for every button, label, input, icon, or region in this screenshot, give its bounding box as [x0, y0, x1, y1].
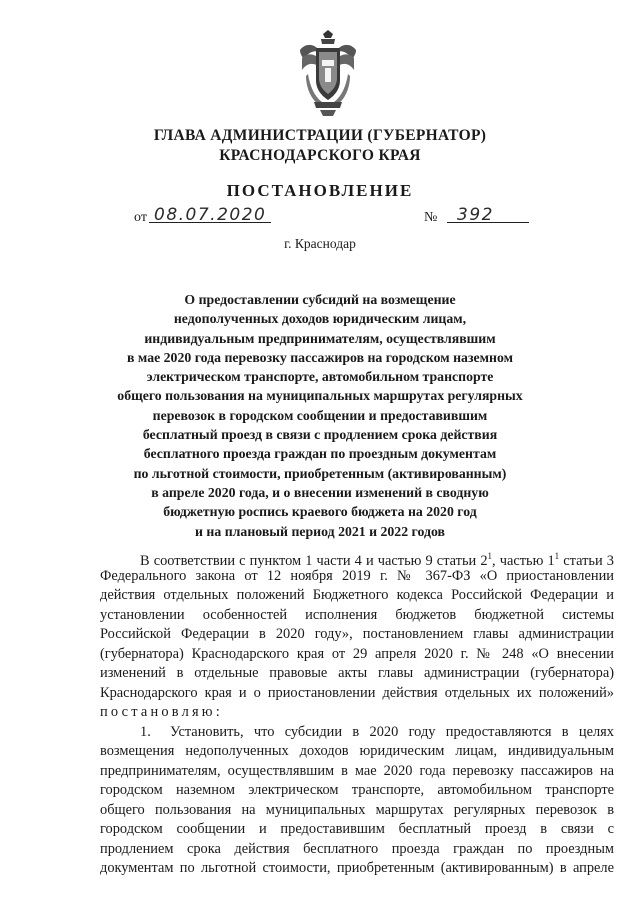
body-text: [100, 547, 614, 567]
authority-title-line1: ГЛАВА АДМИНИСТРАЦИИ (ГУБЕРНАТОР): [153, 127, 487, 144]
body-text-main: [100, 567, 614, 879]
title-line: индивидуальным предпринимателям, осуществлявшим: [144, 330, 496, 346]
paragraph-2-line: 1. Установить, что субсидии в 2020 году предоставляются в целях: [100, 723, 614, 743]
number-prefix: №: [424, 210, 438, 225]
coat-of-arms-emblem: [296, 30, 360, 116]
title-line: электрическом транспорте, автомобильном транспорте: [146, 369, 494, 385]
paragraph-1-line: Федерального закона от 12 ноября 2019 г. № 367-ФЗ «О приостановлении: [100, 567, 614, 584]
title-line: О предоставлении субсидий на возмещение: [184, 292, 456, 307]
paragraph-1-line: действия отдельных положений Бюджетного кодекса Российской Федерации и: [100, 587, 614, 603]
paragraph-2-line: продлением срока действия бесплатного проезда граждан по проездным: [100, 840, 614, 857]
paragraph-1-line: (губернатора) Краснодарского края от 29 апреля 2020 г. № 248 «О внесении: [100, 645, 614, 662]
title-line: недополученных доходов юридическим лицам,: [173, 311, 467, 327]
date-prefix: от: [134, 210, 147, 225]
paragraph-2-line: общего пользования на муниципальных маршрутах регулярных перевозок в: [100, 801, 614, 818]
paragraph-2-line: возмещения недополученных доходов юридическим лицам, индивидуальным: [100, 743, 614, 759]
title-line: в апреле 2020 года, и о внесении изменений в сводную: [151, 484, 489, 500]
handwritten-date: 08.07.2020: [154, 205, 267, 225]
paragraph-2-line: городском сообщении и предоставившим бесплатный проезд в связи с: [100, 821, 614, 837]
paragraph-1-line: Российской Федерации в 2020 году», постановлением главы администрации: [100, 626, 614, 642]
title-line: в мае 2020 года перевозку пассажиров на городском наземном: [126, 349, 514, 365]
title-line: бесплатного проезда граждан по проездным документам: [143, 446, 497, 462]
paragraph-number: 1.: [140, 723, 151, 740]
paragraph-1-line: изменений в отдельные правовые акты главы администрации (губернатора): [100, 665, 614, 681]
title-line: общего пользования на муниципальных маршрутах регулярных: [117, 388, 523, 404]
title-line: по льготной стоимости, приобретенным (активированным): [133, 465, 507, 481]
title-line: бюджетную роспись краевого бюджета на 2020 год: [163, 504, 477, 520]
paragraph-1-line: Краснодарского края и о приостановлении действия отдельных их положений»: [100, 684, 614, 701]
paragraph-2-line: городском наземном электрическом транспорте, автомобильном транспорте: [100, 782, 614, 798]
paragraph-1-line: В соответствии с пунктом 1 части 4 и частью 9 статьи $2^1$, частью $1^1$ статьи 3: [140, 551, 615, 569]
resolution-title: [60, 290, 580, 541]
paragraph-1-line: установлении особенностей исполнения бюджетов бюджетной системы: [100, 606, 614, 623]
document-type: ПОСТАНОВЛЕНИЕ: [226, 181, 414, 200]
city: г. Краснодар: [284, 236, 356, 251]
paragraph-2-line: документам по льготной стоимости, приобретенным (активированным) в апреле: [100, 860, 614, 876]
paragraph-2-line: предпринимателям, осуществлявшим в мае 2020 года перевозку пассажиров на: [100, 762, 614, 779]
title-line: перевозок в городском сообщении и предоставившим: [152, 407, 488, 423]
authority-title-line2: КРАСНОДАРСКОГО КРАЯ: [219, 147, 421, 164]
resolve-word: постановляю:: [100, 704, 223, 720]
title-line: бесплатный проезд в связи с продлением срока действия: [142, 427, 498, 443]
handwritten-number: 392: [457, 205, 494, 225]
title-line: и на плановый период 2021 и 2022 годов: [195, 523, 445, 539]
